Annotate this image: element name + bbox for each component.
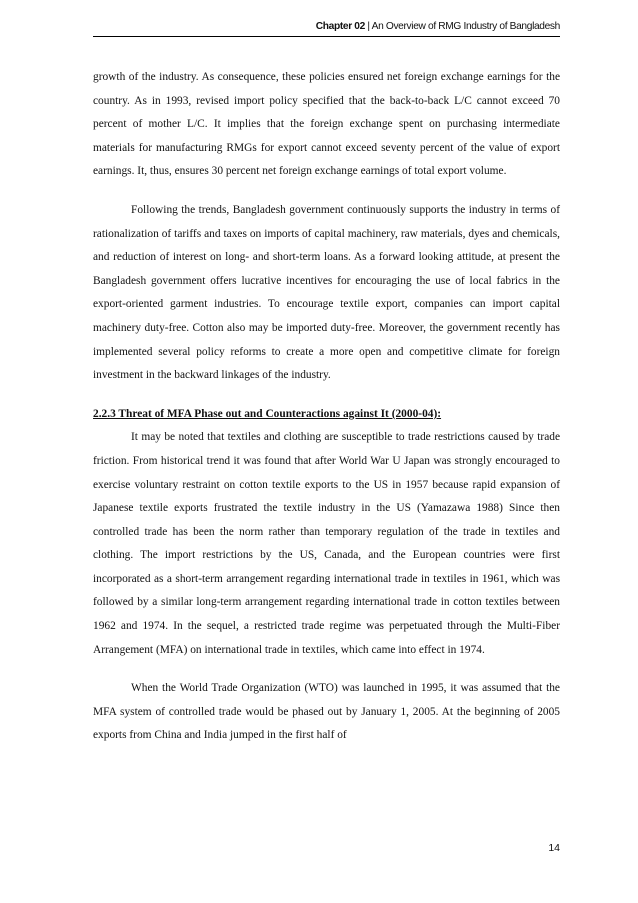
paragraph-1: growth of the industry. As consequence, these policies ensured net foreign exchange earnings for the country. As in 1993, revised import policy specified that the back-to-back L/C cannot exceed 70 percent of mother L/C. It implies that the foreign exchange spent on purchasing intermediate materials for manufacturing RMGs for export cannot exceed seventy percent of the value of export earnings. It, thus, ensures 30 percent net foreign exchange earnings of total export volume. [93,71,560,178]
header-divider [93,36,560,37]
header-chapter-title: An Overview of RMG Industry of Bangladesh [371,21,560,32]
running-header [93,20,560,33]
header-chapter-label: Chapter 02 [315,21,365,32]
header-separator: | [364,21,372,32]
page-number: 14 [548,842,560,854]
paragraph-gap [93,662,560,677]
body-text [93,66,560,748]
paragraph-2: Following the trends, Bangladesh government continuously supports the industry in terms of rationalization of tariffs and taxes on imports of capital machinery, raw materials, dyes and chemicals, and reduction of interest on long- and short-term loans. As a forward looking attitude, at present the Bangladesh government offers lucrative incentives for encouraging the use of local fabrics in the export-oriented garment industries. To encourage textile export, companies can import capital machinery duty-free. Cotton also may be imported duty-free. Moreover, the government recently has implemented several policy reforms to create a more open and competitive climate for foreign investment in the backward linkages of the industry. [93,203,560,382]
paragraph-gap [93,184,560,199]
paragraph-3: It may be noted that textiles and clothing are susceptible to trade restrictions caused by trade friction. From historical trend it was found that after World War U Japan was strongly encouraged to exercise voluntary restraint on cotton textile exports to the US in 1957 because rapid expansion of Japanese textile exports frustrated the textile industry in the US (Yamazawa 1988) Since then controlled trade has been the norm rather than temporary regulation of the trade in textiles and clothing. The import restrictions by the US, Canada, and the European countries were first incorporated as a short-term arrangement regarding international trade in textiles in 1961, which was followed by a similar long-term arrangement regarding international trade in cotton textiles between 1962 and 1974. In the sequel, a restricted trade regime was perpetuated through the Multi-Fiber Arrangement (MFA) on international trade in textiles, which came into effect in 1974. [93,431,560,656]
paragraph-4: When the World Trade Organization (WTO) was launched in 1995, it was assumed that the MFA system of controlled trade would be phased out by January 1, 2005. At the beginning of 2005 exports from China and India jumped in the first half of [93,682,560,742]
section-heading: 2.2.3 Threat of MFA Phase out and Counteractions against It (2000-04): [93,407,442,420]
paragraph-gap [93,388,560,403]
